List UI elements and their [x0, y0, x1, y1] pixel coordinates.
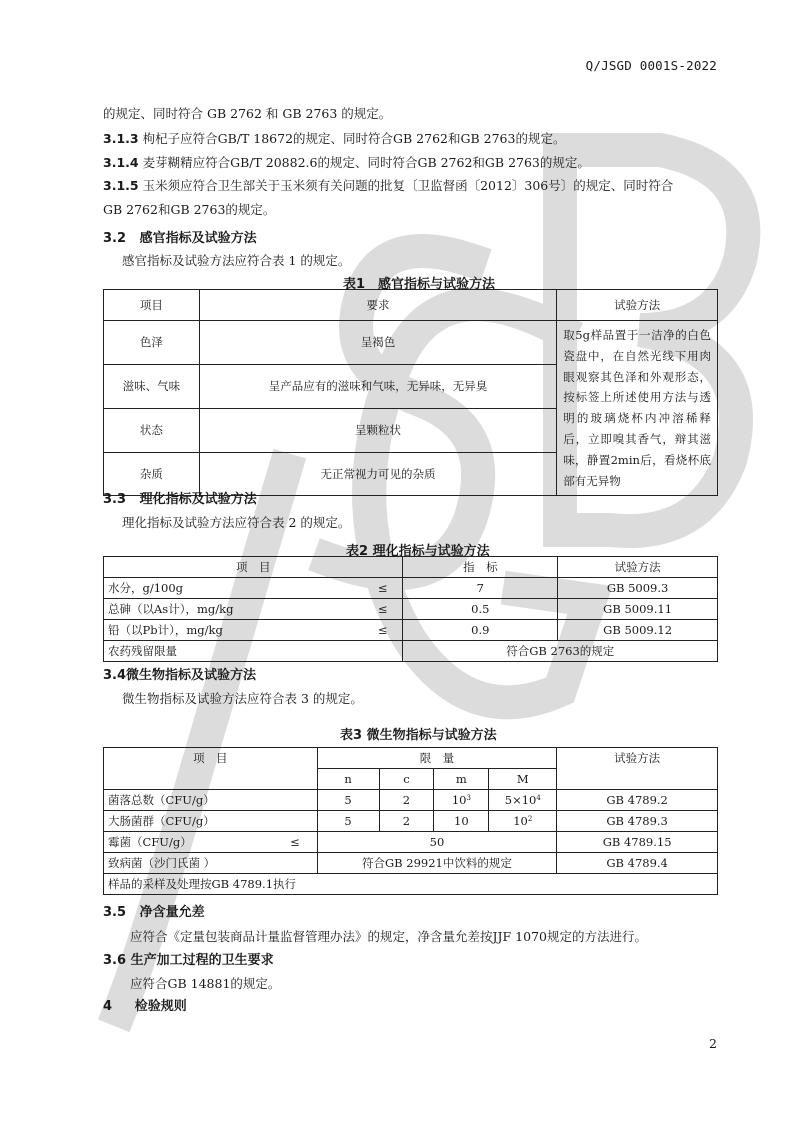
table3-cell-n: 5 [317, 811, 379, 832]
table1-sensory [103, 289, 718, 496]
table2-cell-method: GB 5009.12 [558, 620, 718, 641]
clause-text: 枸杞子应符合GB/T 18672的规定、同时符合GB 2762和GB 2763的规定。 [142, 131, 566, 146]
table3-cell-M [489, 790, 557, 811]
table2-cell-operator: ≤ [363, 578, 403, 599]
table2-cell-method: GB 5009.3 [558, 578, 718, 599]
clause-3-1-3 [103, 131, 565, 147]
section-3-5-body: 应符合《定量包装商品计量监督管理办法》的规定，净含量允差按JJF 1070规定的方法进行。 [130, 929, 647, 944]
table3-cell-pathogen-item: 致病菌（沙门氏菌 ） [104, 853, 318, 874]
table3-cell-n: 5 [317, 790, 379, 811]
section-title: 理化指标及试验方法 [139, 492, 257, 507]
section-title: 检验规则 [134, 999, 187, 1014]
table3-cell-mold-item: 霉菌（CFU/g） [104, 832, 274, 853]
section-number: 3.5 [103, 905, 127, 920]
table3-cell-c: 2 [379, 811, 434, 832]
table2-cell-pesticide-value: 符合GB 2763的规定 [403, 641, 718, 662]
section-3-4-heading [103, 668, 256, 684]
table1-cell-requirement: 呈颗粒状 [199, 408, 556, 452]
section-3-3-heading [103, 492, 257, 508]
table3-header-item: 项 目 [104, 748, 318, 790]
table3-cell-M-base: 10 [513, 814, 528, 828]
table3-cell-item: 菌落总数（CFU/g） [104, 790, 318, 811]
table3-cell-m-exponent: 3 [466, 794, 471, 802]
section-3-5-heading [103, 905, 205, 921]
table3-cell-method: GB 4789.2 [557, 790, 718, 811]
section-3-3-body: 理化指标及试验方法应符合表 2 的规定。 [122, 515, 351, 530]
section-title: 感官指标及试验方法 [139, 231, 257, 246]
clause-number: 3.1.4 [103, 155, 139, 170]
table3-cell-item: 大肠菌群（CFU/g） [104, 811, 318, 832]
table3-cell-mold-value: 50 [317, 832, 557, 853]
clause-number: 3.1.5 [103, 178, 139, 193]
table3-cell-M-base: 5×10 [504, 793, 537, 807]
table2-cell-value: 0.9 [403, 620, 558, 641]
table2-cell-item: 水分，g/100g [104, 578, 364, 599]
table3-cell-pathogen-method: GB 4789.4 [557, 853, 718, 874]
table3-cell-method: GB 4789.3 [557, 811, 718, 832]
table2-cell-pesticide-item: 农药残留限量 [104, 641, 403, 662]
table3-cell-m-base: 10 [451, 793, 467, 807]
table2-header-item: 项 目 [104, 557, 403, 578]
clause-3-1-5 [103, 178, 673, 194]
table2-cell-value: 7 [403, 578, 558, 599]
table2-header-value: 指 标 [403, 557, 558, 578]
document-code: Q/JSGD 0001S-2022 [585, 58, 717, 73]
section-title: 净含量允差 [139, 905, 205, 920]
section-number: 3.3 [103, 492, 127, 507]
table1-header-item: 项目 [104, 290, 200, 321]
table3-subheader-m: m [434, 769, 489, 790]
table2-cell-operator: ≤ [363, 620, 403, 641]
table1-cell-item: 色泽 [104, 321, 200, 365]
table3-cell-mold-method: GB 4789.15 [557, 832, 718, 853]
table2-cell-method: GB 5009.11 [558, 599, 718, 620]
section-number: 3.2 [103, 231, 127, 246]
table1-header-requirement: 要求 [199, 290, 556, 321]
table1-cell-requirement: 呈产品应有的滋味和气味，无异味，无异臭 [199, 364, 556, 408]
section-3-6-body: 应符合GB 14881的规定。 [130, 976, 281, 991]
table3-cell-m [434, 790, 489, 811]
clause-number: 3.1.3 [103, 131, 139, 146]
table3-subheader-c: c [379, 769, 434, 790]
paragraph-continuation: 的规定、同时符合 GB 2762 和 GB 2763 的规定。 [103, 106, 392, 121]
table3-subheader-n: n [317, 769, 379, 790]
table2-cell-operator: ≤ [363, 599, 403, 620]
section-title: 生产加工过程的卫生要求 [130, 953, 274, 968]
table2-cell-item: 铅（以Pb计），mg/kg [104, 620, 364, 641]
table2-cell-item: 总砷（以As计），mg/kg [104, 599, 364, 620]
clause-3-1-4 [103, 155, 590, 171]
table3-cell-m [434, 811, 489, 832]
table3-microbial [103, 747, 718, 895]
table3-cell-M [489, 811, 557, 832]
table2-cell-value: 0.5 [403, 599, 558, 620]
section-number: 3.4 [103, 668, 127, 683]
table1-cell-item: 滋味、气味 [104, 364, 200, 408]
section-title: 微生物指标及试验方法 [126, 668, 257, 683]
table3-header-method: 试验方法 [557, 748, 718, 790]
table1-cell-requirement: 无正常视力可见的杂质 [199, 452, 556, 496]
table3-caption: 表3 微生物指标与试验方法 [340, 728, 497, 743]
section-3-2-heading [103, 231, 257, 247]
clause-text: 玉米须应符合卫生部关于玉米须有关问题的批复〔卫监督函〔2012〕306号〕的规定、同时符合 [142, 178, 674, 193]
table2-header-method: 试验方法 [558, 557, 718, 578]
table3-cell-pathogen-value: 符合GB 29921中饮料的规定 [317, 853, 557, 874]
table3-subheader-M: M [489, 769, 557, 790]
section-number: 4 [103, 999, 113, 1014]
table2-caption: 表2 理化指标与试验方法 [346, 544, 490, 559]
table3-cell-M-exponent: 4 [536, 794, 541, 802]
section-number: 3.6 [103, 953, 127, 968]
table3-header-limit: 限 量 [317, 748, 557, 769]
table3-cell-mold-operator: ≤ [273, 832, 317, 853]
page-number: 2 [709, 1036, 717, 1051]
table1-cell-requirement: 呈褐色 [199, 321, 556, 365]
section-3-2-body: 感官指标及试验方法应符合表 1 的规定。 [122, 253, 351, 268]
table3-cell-m-base: 10 [454, 814, 469, 828]
table3-cell-M-exponent: 2 [527, 815, 533, 823]
table1-cell-method: 取5g样品置于一洁净的白色瓷盘中，在自然光线下用肉眼观察其色泽和外观形态，按标签上所述使用方法与透明的玻璃烧杯内冲溶稀释后，立即嗅其香气，辩其滋味，静置2min后，看烧杯底部有无异物 [557, 321, 718, 496]
table1-caption: 表1 感官指标与试验方法 [343, 277, 496, 292]
clause-3-1-5-continued: GB 2762和GB 2763的规定。 [103, 202, 276, 217]
table1-cell-item: 状态 [104, 408, 200, 452]
section-3-4-body: 微生物指标及试验方法应符合表 3 的规定。 [122, 691, 363, 706]
clause-text: 麦芽糊精应符合GB/T 20882.6的规定、同时符合GB 2762和GB 2763的规定。 [142, 155, 590, 170]
table3-footer-note: 样品的采样及处理按GB 4789.1执行 [104, 874, 718, 895]
table2-physicochemical [103, 556, 718, 662]
table1-header-method: 试验方法 [557, 290, 718, 321]
table3-cell-c: 2 [379, 790, 434, 811]
table1-cell-item: 杂质 [104, 452, 200, 496]
section-3-6-heading [103, 953, 274, 969]
section-4-heading [103, 999, 187, 1015]
